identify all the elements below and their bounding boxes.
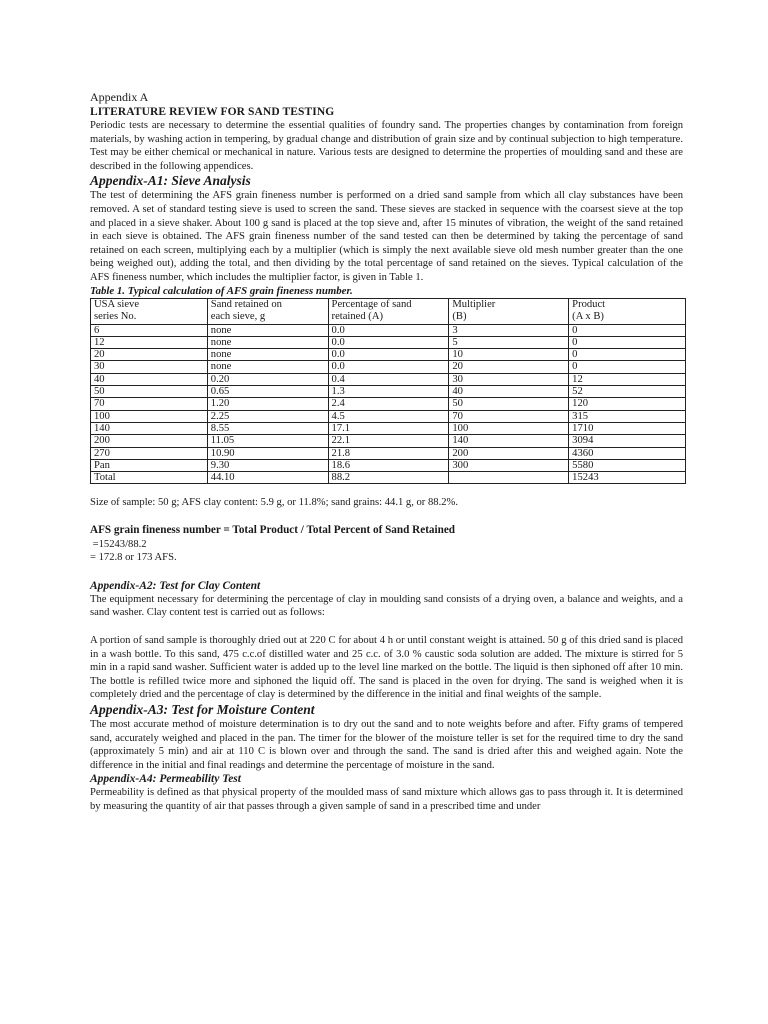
table-cell: 0.4 xyxy=(328,373,449,385)
header-percentage-line1: Percentage of sand xyxy=(331,298,412,310)
document-title: LITERATURE REVIEW FOR SAND TESTING xyxy=(90,106,335,118)
table-cell: 120 xyxy=(569,398,686,410)
table-cell: 6 xyxy=(91,324,208,336)
table-cell: 18.6 xyxy=(328,459,449,471)
table-cell: 10 xyxy=(449,349,569,361)
table-cell: 10.90 xyxy=(207,447,328,459)
table-cell: 0 xyxy=(569,324,686,336)
table-cell: 40 xyxy=(91,373,208,385)
table-cell: 200 xyxy=(91,435,208,447)
heading-moisture-content: Appendix-A3: Test for Moisture Content xyxy=(90,701,315,717)
table-cell: 140 xyxy=(91,422,208,434)
table-cell: 3094 xyxy=(569,435,686,447)
table-row xyxy=(91,336,686,348)
table-row xyxy=(91,398,686,410)
formula-line-2: = 172.8 or 173 AFS. xyxy=(90,552,177,564)
table-cell: 0.0 xyxy=(328,336,449,348)
table-cell: 0.65 xyxy=(207,386,328,398)
table-cell: none xyxy=(207,361,328,373)
header-multiplier-line2: (B) xyxy=(452,311,467,323)
table-cell: 100 xyxy=(91,410,208,422)
table-cell: 1.20 xyxy=(207,398,328,410)
table-row xyxy=(91,447,686,459)
table-cell: 50 xyxy=(91,386,208,398)
header-multiplier xyxy=(449,298,569,324)
table-cell: 30 xyxy=(91,361,208,373)
table-cell: 4.5 xyxy=(328,410,449,422)
table-cell: 40 xyxy=(449,386,569,398)
table-row xyxy=(91,373,686,385)
table-cell: 140 xyxy=(449,435,569,447)
header-retained xyxy=(207,298,328,324)
table-cell: 315 xyxy=(569,410,686,422)
table-cell: 52 xyxy=(569,386,686,398)
table-cell: 2.4 xyxy=(328,398,449,410)
header-product xyxy=(569,298,686,324)
table-header-row xyxy=(91,298,686,324)
table-body xyxy=(91,324,686,484)
afs-fineness-table xyxy=(90,298,686,485)
table-cell: 44.10 xyxy=(207,472,328,484)
table-cell: 17.1 xyxy=(328,422,449,434)
table-cell: 70 xyxy=(449,410,569,422)
table-row xyxy=(91,361,686,373)
clay-content-paragraph-1: The equipment necessary for determining the percentage of clay in moulding sand consists of a drying oven, a balance and weights, and a sand washer. Clay content test is carried out as follows: xyxy=(90,593,683,619)
table-cell: 5580 xyxy=(569,459,686,471)
table-cell: none xyxy=(207,336,328,348)
table-row xyxy=(91,349,686,361)
table-cell: 22.1 xyxy=(328,435,449,447)
heading-sieve-analysis: Appendix-A1: Sieve Analysis xyxy=(90,173,251,189)
table-cell: 0 xyxy=(569,361,686,373)
table-cell: 1710 xyxy=(569,422,686,434)
clay-content-paragraph-2: A portion of sand sample is thoroughly dried out at 220 C for about 4 h or until constant weight is attained. 50 g of this dried sand is placed in a wash bottle. To this sand, 475 c.c.of distilled water and 25 c.c. of 3.0 % caustic soda solution are added. The mixture is stirred for 5 min in a rapid sand washer. Sufficient water is added up to the level line marked on the bottle. The liquid is then siphoned off after 10 min. The bottle is refilled twice more and siphoned the liquid off. The sand is placed in the oven for drying. The sand is weighed when it is completely dried and the percentage of clay is determined by the difference in the initial and final weights of the sample. xyxy=(90,634,683,701)
table-cell: 5 xyxy=(449,336,569,348)
header-product-line2: (A x B) xyxy=(572,311,604,323)
table-cell: 4360 xyxy=(569,447,686,459)
header-retained-line2: each sieve, g xyxy=(210,311,266,323)
table-row xyxy=(91,422,686,434)
table-cell: 1.3 xyxy=(328,386,449,398)
table-cell: 15243 xyxy=(569,472,686,484)
formula-title: AFS grain fineness number = Total Product / Total Percent of Sand Retained xyxy=(90,523,456,536)
table-cell: 200 xyxy=(449,447,569,459)
heading-permeability: Appendix-A4: Permeability Test xyxy=(90,773,241,786)
table-cell: Pan xyxy=(91,459,208,471)
table-cell: 300 xyxy=(449,459,569,471)
table-cell: 70 xyxy=(91,398,208,410)
moisture-content-paragraph: The most accurate method of moisture determination is to dry out the sand and to note weights before and after. Fifty grams of tempered sand, accurately weighed and placed in the pan. The timer for the blower of the moisture teller is set for the required time to dry the sand (approximately 5 min) and air at 110 C is blown over and through the sand. The sand is dried after this and weighed again. Note the difference in the initial and final readings and determine the percentage of moisture in the sand. xyxy=(90,718,683,771)
table-cell: 9.30 xyxy=(207,459,328,471)
header-sieve-line1: USA sieve xyxy=(94,298,140,310)
table-cell: none xyxy=(207,324,328,336)
table-cell: 0 xyxy=(569,349,686,361)
table-cell: 88.2 xyxy=(328,472,449,484)
header-multiplier-line1: Multiplier xyxy=(452,298,496,310)
table-cell: 30 xyxy=(449,373,569,385)
table-cell: 11.05 xyxy=(207,435,328,447)
table-cell: 12 xyxy=(91,336,208,348)
sample-note: Size of sample: 50 g; AFS clay content: 5.9 g, or 11.8%; sand grains: 44.1 g, or 88.2%. xyxy=(90,497,458,509)
sieve-analysis-paragraph: The test of determining the AFS grain fineness number is performed on a dried sand sample from which all clay substances have been removed. A set of standard testing sieve is used to screen the sand. These sieves are stacked in sequence with the coarsest sieve at the top and placed in a sieve shaker. About 100 g sand is placed at the top sieve and, after 15 minutes of vibration, the weight of the sand retained in each sieve is obtained. The AFS grain fineness number of the sand tested can then be determined by taking the percentage of sand retained on each screen, multiplying each by a multiplier (which is simply the next available sieve old mesh number greater than the one being weighed out), adding the total, and then dividing by the total percentage of sand retained on the sieves. Typical calculation of the AFS fineness number, which includes the multiplier factor, is given in Table 1. xyxy=(90,190,683,283)
table-row xyxy=(91,386,686,398)
table-row xyxy=(91,472,686,484)
table-cell: 0.0 xyxy=(328,324,449,336)
table-cell: 3 xyxy=(449,324,569,336)
header-percentage xyxy=(328,298,449,324)
table-cell: 2.25 xyxy=(207,410,328,422)
table-row xyxy=(91,324,686,336)
table-cell: 0.0 xyxy=(328,361,449,373)
document-page xyxy=(90,90,683,813)
table-cell: 20 xyxy=(91,349,208,361)
header-sieve xyxy=(91,298,208,324)
header-percentage-line2: retained (A) xyxy=(331,311,384,323)
table-cell: Total xyxy=(91,472,208,484)
table-cell: 21.8 xyxy=(328,447,449,459)
table-cell: 12 xyxy=(569,373,686,385)
appendix-label: Appendix A xyxy=(90,90,149,104)
table-row xyxy=(91,410,686,422)
table-cell: 270 xyxy=(91,447,208,459)
table-cell xyxy=(449,472,569,484)
header-retained-line1: Sand retained on xyxy=(210,298,282,310)
table-cell: 0.0 xyxy=(328,349,449,361)
table-cell: 20 xyxy=(449,361,569,373)
table-row xyxy=(91,459,686,471)
header-product-line1: Product xyxy=(572,298,606,310)
table-caption: Table 1. Typical calculation of AFS grain fineness number. xyxy=(90,284,353,297)
permeability-paragraph: Permeability is defined as that physical property of the moulded mass of sand mixture which allows gas to pass through it. It is determined by measuring the quantity of air that passes through a given sample of sand in a prescribed time and under xyxy=(90,787,683,812)
intro-paragraph: Periodic tests are necessary to determine the essential qualities of foundry sand. The properties changes by contamination from foreign materials, by washing action in tempering, by gradual change and distribution of grain size and by continual subjection to high temperature. Test may be either chemical or mechanical in nature. Various tests are designed to determine the properties of moulding sand and these are described in the following appendices. xyxy=(90,120,683,172)
table-row xyxy=(91,435,686,447)
table-cell: 50 xyxy=(449,398,569,410)
table-cell: 0.20 xyxy=(207,373,328,385)
table-cell: none xyxy=(207,349,328,361)
heading-clay-content: Appendix-A2: Test for Clay Content xyxy=(90,579,261,592)
table-cell: 0 xyxy=(569,336,686,348)
header-sieve-line2: series No. xyxy=(94,311,137,323)
table-cell: 8.55 xyxy=(207,422,328,434)
table-cell: 100 xyxy=(449,422,569,434)
formula-line-1: =15243/88.2 xyxy=(90,538,147,550)
